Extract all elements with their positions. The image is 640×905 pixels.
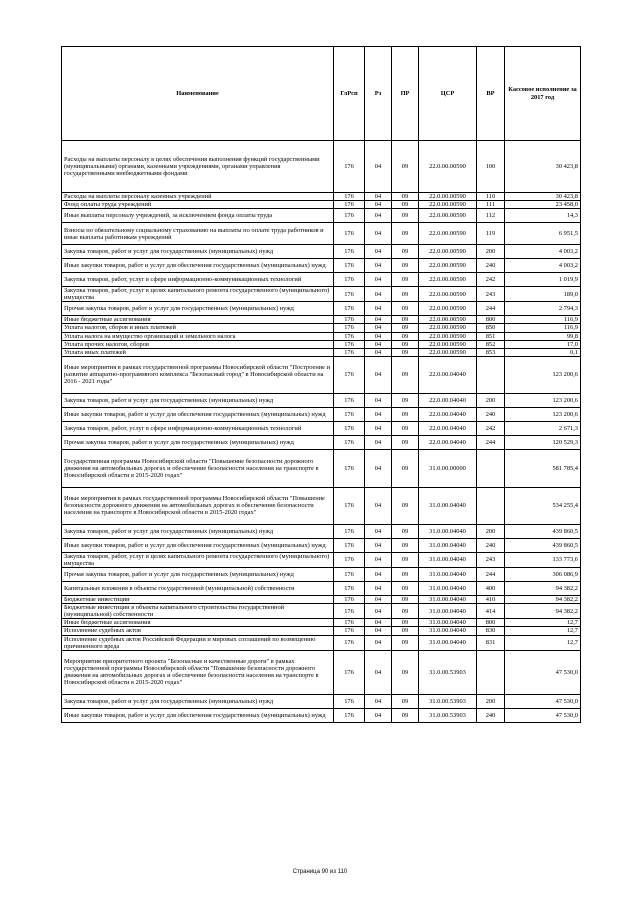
row-grbs: 176 xyxy=(334,568,365,582)
page-footer: Страница 90 из 110 xyxy=(292,869,348,875)
row-name: Иные бюджетные ассигнования xyxy=(62,619,334,627)
row-name: Иные бюджетные ассигнования xyxy=(62,316,334,324)
row-csr: 22.0.00.04040 xyxy=(419,421,477,435)
row-csr: 22.0.00.00590 xyxy=(419,316,477,324)
row-amount: 47 530,0 xyxy=(505,650,581,694)
row-vr: 100 xyxy=(477,141,505,193)
row-rz: 04 xyxy=(365,435,392,449)
row-grbs: 176 xyxy=(334,201,365,209)
row-amount: 439 860,5 xyxy=(505,538,581,552)
row-rz: 04 xyxy=(365,596,392,604)
row-rz: 04 xyxy=(365,538,392,552)
header-amount: Кассовое исполнение за 2017 год xyxy=(505,47,581,141)
row-csr: 31.0.00.04040 xyxy=(419,552,477,567)
row-rz: 04 xyxy=(365,708,392,722)
row-csr: 22.0.00.00590 xyxy=(419,273,477,287)
row-name: Мероприятия приоритетного проекта "Безопасные и качественные дороги" в рамках государственной программы Новосибирской области "Повышение безопасности дорожного движения на автомобильных дорогах и обеспечение безопасности населения на транспорте в Новосибирской области в 2015-2020 годах" xyxy=(62,650,334,694)
table-row xyxy=(62,332,581,340)
row-amount: 12,7 xyxy=(505,619,581,627)
header-pr: ПР xyxy=(392,47,419,141)
row-grbs: 176 xyxy=(334,487,365,524)
row-csr: 31.0.00.00000 xyxy=(419,449,477,487)
row-pr: 09 xyxy=(392,708,419,722)
table-row xyxy=(62,552,581,567)
table-row xyxy=(62,356,581,393)
row-vr: 244 xyxy=(477,568,505,582)
row-amount: 23 458,0 xyxy=(505,201,581,209)
row-amount: 14,3 xyxy=(505,209,581,223)
row-csr: 31.0.00.04040 xyxy=(419,524,477,538)
row-csr: 31.0.00.04040 xyxy=(419,627,477,635)
row-grbs: 176 xyxy=(334,708,365,722)
row-amount: 6 951,5 xyxy=(505,223,581,245)
row-vr: 414 xyxy=(477,604,505,619)
row-csr: 31.0.00.04040 xyxy=(419,619,477,627)
row-csr: 22.0.00.00590 xyxy=(419,340,477,348)
row-pr: 09 xyxy=(392,201,419,209)
table-row xyxy=(62,449,581,487)
row-pr: 09 xyxy=(392,273,419,287)
row-grbs: 176 xyxy=(334,635,365,650)
table-header-row xyxy=(62,47,581,141)
row-vr xyxy=(477,650,505,694)
row-vr: 400 xyxy=(477,582,505,596)
table-row xyxy=(62,538,581,552)
row-rz: 04 xyxy=(365,650,392,694)
row-name: Иные закупки товаров, работ и услуг для обеспечения государственных (муниципальных) нужд xyxy=(62,259,334,273)
row-amount: 94 382,2 xyxy=(505,582,581,596)
row-name: Уплата иных платежей xyxy=(62,348,334,356)
row-amount: 94 382,2 xyxy=(505,604,581,619)
row-amount: 1 019,9 xyxy=(505,273,581,287)
row-grbs: 176 xyxy=(334,619,365,627)
row-amount: 12,7 xyxy=(505,635,581,650)
row-vr xyxy=(477,449,505,487)
row-vr: 244 xyxy=(477,435,505,449)
row-vr: 200 xyxy=(477,524,505,538)
header-name: Наименование xyxy=(62,47,334,141)
row-amount: 534 255,4 xyxy=(505,487,581,524)
table-row xyxy=(62,650,581,694)
row-amount: 123 200,6 xyxy=(505,356,581,393)
row-csr: 22.0.00.00590 xyxy=(419,302,477,316)
row-vr: 831 xyxy=(477,635,505,650)
row-grbs: 176 xyxy=(334,356,365,393)
row-vr: 240 xyxy=(477,708,505,722)
row-csr: 31.0.00.04040 xyxy=(419,604,477,619)
row-rz: 04 xyxy=(365,259,392,273)
table-row xyxy=(62,619,581,627)
row-grbs: 176 xyxy=(334,259,365,273)
table-row xyxy=(62,259,581,273)
row-rz: 04 xyxy=(365,421,392,435)
row-name: Взносы по обязательному социальному страхованию на выплаты по оплате труда работников и иные выплаты работникам учреждений xyxy=(62,223,334,245)
row-pr: 09 xyxy=(392,302,419,316)
row-amount: 12,7 xyxy=(505,627,581,635)
row-pr: 09 xyxy=(392,141,419,193)
row-vr: 112 xyxy=(477,209,505,223)
table-row xyxy=(62,316,581,324)
row-amount: 0,1 xyxy=(505,348,581,356)
row-vr: 240 xyxy=(477,407,505,421)
table-row xyxy=(62,302,581,316)
row-vr: 240 xyxy=(477,538,505,552)
row-pr: 09 xyxy=(392,324,419,332)
row-grbs: 176 xyxy=(334,340,365,348)
row-pr: 09 xyxy=(392,435,419,449)
row-grbs: 176 xyxy=(334,209,365,223)
row-csr: 22.0.00.04040 xyxy=(419,356,477,393)
row-vr: 240 xyxy=(477,259,505,273)
row-amount: 2 794,3 xyxy=(505,302,581,316)
row-grbs: 176 xyxy=(334,141,365,193)
table-row xyxy=(62,708,581,722)
row-grbs: 176 xyxy=(334,435,365,449)
row-grbs: 176 xyxy=(334,324,365,332)
row-name: Бюджетные инвестиции xyxy=(62,596,334,604)
table-row xyxy=(62,604,581,619)
row-csr: 31.0.00.53903 xyxy=(419,708,477,722)
row-name: Прочая закупка товаров, работ и услуг для государственных (муниципальных) нужд xyxy=(62,435,334,449)
row-amount: 123 200,6 xyxy=(505,407,581,421)
row-amount: 439 860,5 xyxy=(505,524,581,538)
row-grbs: 176 xyxy=(334,223,365,245)
table-row xyxy=(62,487,581,524)
row-grbs: 176 xyxy=(334,694,365,708)
table-row xyxy=(62,348,581,356)
row-pr: 09 xyxy=(392,259,419,273)
row-vr: 850 xyxy=(477,324,505,332)
row-amount: 47 530,0 xyxy=(505,694,581,708)
row-name: Государственная программа Новосибирской области "Повышение безопасности дорожного движения на автомобильных дорогах и обеспечение безопасности населения на транспорте в Новосибирской области в 2015-2020 годах" xyxy=(62,449,334,487)
row-pr: 09 xyxy=(392,393,419,407)
row-name: Исполнение судебных актов xyxy=(62,627,334,635)
row-csr: 22.0.00.00590 xyxy=(419,332,477,340)
row-csr: 31.0.00.04040 xyxy=(419,538,477,552)
row-csr: 22.0.00.00590 xyxy=(419,141,477,193)
row-grbs: 176 xyxy=(334,538,365,552)
row-vr: 244 xyxy=(477,302,505,316)
row-csr: 22.0.00.00590 xyxy=(419,245,477,259)
row-vr: 242 xyxy=(477,421,505,435)
row-pr: 09 xyxy=(392,356,419,393)
row-pr: 09 xyxy=(392,209,419,223)
row-vr: 410 xyxy=(477,596,505,604)
row-vr: 111 xyxy=(477,201,505,209)
row-vr: 243 xyxy=(477,552,505,567)
row-pr: 09 xyxy=(392,552,419,567)
row-grbs: 176 xyxy=(334,552,365,567)
row-amount: 47 530,0 xyxy=(505,708,581,722)
row-rz: 04 xyxy=(365,582,392,596)
row-grbs: 176 xyxy=(334,627,365,635)
row-csr: 22.0.00.00590 xyxy=(419,259,477,273)
table-row xyxy=(62,635,581,650)
row-pr: 09 xyxy=(392,487,419,524)
row-rz: 04 xyxy=(365,619,392,627)
row-csr: 31.0.00.53903 xyxy=(419,694,477,708)
row-amount: 123 200,6 xyxy=(505,393,581,407)
row-amount: 120 529,3 xyxy=(505,435,581,449)
row-csr: 22.0.00.04040 xyxy=(419,435,477,449)
row-pr: 09 xyxy=(392,407,419,421)
row-grbs: 176 xyxy=(334,421,365,435)
row-pr: 09 xyxy=(392,287,419,302)
row-grbs: 176 xyxy=(334,407,365,421)
row-rz: 04 xyxy=(365,356,392,393)
row-csr: 22.0.00.00590 xyxy=(419,201,477,209)
row-name: Иные закупки товаров, работ и услуг для обеспечения государственных (муниципальных) нужд xyxy=(62,407,334,421)
row-rz: 04 xyxy=(365,407,392,421)
row-rz: 04 xyxy=(365,487,392,524)
row-pr: 09 xyxy=(392,340,419,348)
row-rz: 04 xyxy=(365,287,392,302)
row-grbs: 176 xyxy=(334,582,365,596)
row-vr: 110 xyxy=(477,193,505,201)
row-vr: 200 xyxy=(477,393,505,407)
row-pr: 09 xyxy=(392,604,419,619)
row-csr: 31.0.00.04040 xyxy=(419,635,477,650)
row-name: Закупка товаров, работ и услуг для государственных (муниципальных) нужд xyxy=(62,245,334,259)
row-amount: 4 003,2 xyxy=(505,245,581,259)
row-vr: 853 xyxy=(477,348,505,356)
row-grbs: 176 xyxy=(334,332,365,340)
row-name: Расходы на выплаты персоналу в целях обеспечения выполнения функций государственными (муниципальными) органами, казенными учреждениями, органами управления государственными внебюджетными фондами xyxy=(62,141,334,193)
row-name: Исполнение судебных актов Российской Федерации и мировых соглашений по возмещению причиненного вреда xyxy=(62,635,334,650)
row-pr: 09 xyxy=(392,627,419,635)
table-row xyxy=(62,407,581,421)
row-name: Иные мероприятия в рамках государственной программы Новосибирской области "Построение и развитие аппаратно-программного комплекса "Безопасный город" в Новосибирской области на 2016 - 2021 годы" xyxy=(62,356,334,393)
row-name: Закупка товаров, работ и услуг для государственных (муниципальных) нужд xyxy=(62,694,334,708)
row-rz: 04 xyxy=(365,635,392,650)
row-grbs: 176 xyxy=(334,348,365,356)
row-amount: 17,0 xyxy=(505,340,581,348)
table-row xyxy=(62,524,581,538)
row-vr: 243 xyxy=(477,287,505,302)
row-pr: 09 xyxy=(392,619,419,627)
table-row xyxy=(62,435,581,449)
row-rz: 04 xyxy=(365,524,392,538)
table-row xyxy=(62,421,581,435)
row-rz: 04 xyxy=(365,324,392,332)
row-rz: 04 xyxy=(365,568,392,582)
row-csr: 22.0.00.00590 xyxy=(419,287,477,302)
row-pr: 09 xyxy=(392,245,419,259)
row-vr xyxy=(477,356,505,393)
header-vr: ВР xyxy=(477,47,505,141)
row-name: Закупка товаров, работ, услуг в целях капитального ремонта государственного (муниципального) имущества xyxy=(62,552,334,567)
table-row xyxy=(62,568,581,582)
table-row xyxy=(62,245,581,259)
row-vr: 852 xyxy=(477,340,505,348)
table-row xyxy=(62,193,581,201)
row-rz: 04 xyxy=(365,552,392,567)
row-rz: 04 xyxy=(365,604,392,619)
row-rz: 04 xyxy=(365,273,392,287)
row-name: Иные выплаты персоналу учреждений, за исключением фонда оплаты труда xyxy=(62,209,334,223)
row-amount: 189,0 xyxy=(505,287,581,302)
row-csr: 22.0.00.00590 xyxy=(419,209,477,223)
row-pr: 09 xyxy=(392,193,419,201)
row-grbs: 176 xyxy=(334,604,365,619)
row-grbs: 176 xyxy=(334,287,365,302)
row-name: Закупка товаров, работ, услуг в целях капитального ремонта государственного (муниципального) имущества xyxy=(62,287,334,302)
row-grbs: 176 xyxy=(334,273,365,287)
row-name: Иные мероприятия в рамках государственной программы Новосибирской области "Повышение безопасности дорожного движения на автомобильных дорогах и обеспечение безопасности населения на транспорте в Новосибирской области в 2015-2020 годах" xyxy=(62,487,334,524)
row-csr: 31.0.00.04040 xyxy=(419,582,477,596)
table-row xyxy=(62,209,581,223)
table-row xyxy=(62,582,581,596)
row-rz: 04 xyxy=(365,302,392,316)
row-name: Расходы на выплаты персоналу казенных учреждений xyxy=(62,193,334,201)
row-name: Закупка товаров, работ, услуг в сфере информационно-коммуникационных технологий xyxy=(62,273,334,287)
header-grbs: ГлРсп xyxy=(334,47,365,141)
row-csr: 31.0.00.04040 xyxy=(419,596,477,604)
table-row xyxy=(62,393,581,407)
row-grbs: 176 xyxy=(334,316,365,324)
row-vr: 242 xyxy=(477,273,505,287)
row-pr: 09 xyxy=(392,316,419,324)
row-grbs: 176 xyxy=(334,449,365,487)
row-csr: 31.0.00.04040 xyxy=(419,568,477,582)
row-vr: 119 xyxy=(477,223,505,245)
row-rz: 04 xyxy=(365,340,392,348)
row-grbs: 176 xyxy=(334,193,365,201)
row-csr: 22.0.00.00590 xyxy=(419,348,477,356)
row-pr: 09 xyxy=(392,332,419,340)
row-rz: 04 xyxy=(365,209,392,223)
row-amount: 2 671,3 xyxy=(505,421,581,435)
table-row xyxy=(62,223,581,245)
row-csr: 22.0.00.04040 xyxy=(419,393,477,407)
row-rz: 04 xyxy=(365,348,392,356)
row-rz: 04 xyxy=(365,245,392,259)
row-rz: 04 xyxy=(365,201,392,209)
row-rz: 04 xyxy=(365,694,392,708)
row-csr: 22.0.00.00590 xyxy=(419,223,477,245)
row-pr: 09 xyxy=(392,568,419,582)
table-row xyxy=(62,627,581,635)
header-csr: ЦСР xyxy=(419,47,477,141)
row-rz: 04 xyxy=(365,627,392,635)
row-amount: 581 785,4 xyxy=(505,449,581,487)
table-row xyxy=(62,340,581,348)
table-row xyxy=(62,694,581,708)
table-row xyxy=(62,273,581,287)
row-pr: 09 xyxy=(392,449,419,487)
row-amount: 99,8 xyxy=(505,332,581,340)
table-row xyxy=(62,201,581,209)
row-name: Иные закупки товаров, работ и услуг для обеспечения государственных (муниципальных) нужд xyxy=(62,708,334,722)
row-vr: 800 xyxy=(477,316,505,324)
row-name: Закупка товаров, работ и услуг для государственных (муниципальных) нужд xyxy=(62,524,334,538)
row-rz: 04 xyxy=(365,393,392,407)
row-amount: 116,9 xyxy=(505,324,581,332)
row-vr: 200 xyxy=(477,694,505,708)
row-vr: 800 xyxy=(477,619,505,627)
row-rz: 04 xyxy=(365,193,392,201)
row-amount: 306 086,9 xyxy=(505,568,581,582)
row-name: Закупка товаров, работ, услуг в сфере информационно-коммуникационных технологий xyxy=(62,421,334,435)
row-rz: 04 xyxy=(365,449,392,487)
row-grbs: 176 xyxy=(334,302,365,316)
header-rz: Рз xyxy=(365,47,392,141)
table-row xyxy=(62,324,581,332)
row-csr: 22.0.00.04040 xyxy=(419,407,477,421)
row-grbs: 176 xyxy=(334,524,365,538)
row-amount: 94 382,2 xyxy=(505,596,581,604)
row-vr: 830 xyxy=(477,627,505,635)
budget-table xyxy=(61,46,581,723)
row-pr: 09 xyxy=(392,694,419,708)
row-grbs: 176 xyxy=(334,596,365,604)
row-amount: 30 423,8 xyxy=(505,193,581,201)
row-grbs: 176 xyxy=(334,650,365,694)
row-csr: 22.0.00.00590 xyxy=(419,193,477,201)
row-name: Бюджетные инвестиции в объекты капитального строительства государственной (муниципальной) собственности xyxy=(62,604,334,619)
row-vr: 200 xyxy=(477,245,505,259)
row-pr: 09 xyxy=(392,538,419,552)
row-pr: 09 xyxy=(392,650,419,694)
row-name: Фонд оплаты труда учреждений xyxy=(62,201,334,209)
row-pr: 09 xyxy=(392,635,419,650)
row-name: Закупка товаров, работ и услуг для государственных (муниципальных) нужд xyxy=(62,393,334,407)
row-name: Уплата налогов, сборов и иных платежей xyxy=(62,324,334,332)
row-pr: 09 xyxy=(392,348,419,356)
row-name: Капитальные вложения в объекты государственной (муниципальной) собственности xyxy=(62,582,334,596)
row-rz: 04 xyxy=(365,223,392,245)
row-grbs: 176 xyxy=(334,245,365,259)
table-row xyxy=(62,596,581,604)
row-pr: 09 xyxy=(392,582,419,596)
row-grbs: 176 xyxy=(334,393,365,407)
row-pr: 09 xyxy=(392,223,419,245)
table-row xyxy=(62,141,581,193)
row-csr: 22.0.00.00590 xyxy=(419,324,477,332)
row-pr: 09 xyxy=(392,524,419,538)
row-csr: 31.0.00.04040 xyxy=(419,487,477,524)
row-vr xyxy=(477,487,505,524)
row-amount: 30 423,8 xyxy=(505,141,581,193)
row-name: Прочая закупка товаров, работ и услуг для государственных (муниципальных) нужд xyxy=(62,302,334,316)
row-rz: 04 xyxy=(365,141,392,193)
row-amount: 116,9 xyxy=(505,316,581,324)
row-pr: 09 xyxy=(392,421,419,435)
row-name: Уплата прочих налогов, сборов xyxy=(62,340,334,348)
table-body xyxy=(62,141,581,723)
row-name: Прочая закупка товаров, работ и услуг для государственных (муниципальных) нужд xyxy=(62,568,334,582)
table-row xyxy=(62,287,581,302)
row-rz: 04 xyxy=(365,316,392,324)
row-amount: 4 003,2 xyxy=(505,259,581,273)
row-pr: 09 xyxy=(392,596,419,604)
row-csr: 31.0.00.53903 xyxy=(419,650,477,694)
row-rz: 04 xyxy=(365,332,392,340)
row-vr: 851 xyxy=(477,332,505,340)
row-name: Иные закупки товаров, работ и услуг для обеспечения государственных (муниципальных) нужд xyxy=(62,538,334,552)
row-name: Уплата налога на имущество организаций и земельного налога xyxy=(62,332,334,340)
row-amount: 133 773,6 xyxy=(505,552,581,567)
